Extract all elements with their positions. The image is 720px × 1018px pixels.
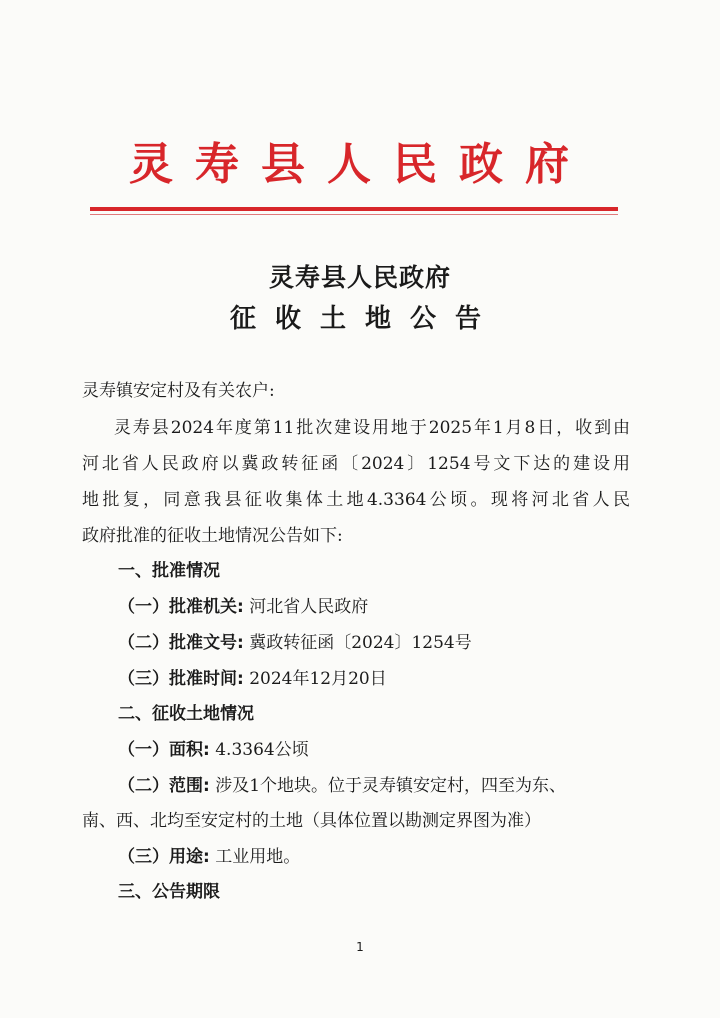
section-heading-period: 三、公告期限 [118,882,220,902]
scope-row [118,771,566,796]
section-heading-land: 二、征收土地情况 [118,704,254,724]
notice-title-line1: 灵寿县人民政府 [268,263,451,292]
intro-line-3: 地批复，同意我县征收集体土地4.3364公顷。现将河北省人民 [82,490,630,510]
intro-line-4: 政府批准的征收土地情况公告如下: [82,526,343,546]
section-heading-approval: 一、批准情况 [118,561,220,581]
area-row [118,735,309,760]
document-header-org-name: 灵寿县人民政府 [129,139,591,190]
intro-line-1: 灵寿县2024年度第11批次建设用地于2025年1月8日，收到由 [114,418,630,438]
scope-value: 涉及1个地块。位于灵寿镇安定村，四至为东、 [215,776,567,796]
approval-authority-row [118,592,368,617]
use-value: 工业用地。 [215,847,301,867]
addressee: 灵寿镇安定村及有关农户: [82,381,275,401]
approval-docno-value: 冀政转征函〔2024〕1254号 [249,633,472,653]
approval-authority-value: 河北省人民政府 [249,597,369,617]
intro-line-2: 河北省人民政府以冀政转征函〔2024〕1254号文下达的建设用 [82,454,630,474]
page-number: 1 [356,940,364,954]
red-divider-line [90,207,618,211]
approval-date-row [118,664,387,689]
notice-title-line2: 征收土地公告 [229,304,500,334]
approval-date-value: 2024年12月20日 [249,669,387,689]
approval-date-label: （三）批准时间: [118,669,244,689]
use-label: （三）用途: [118,847,210,867]
area-label: （一）面积: [118,740,210,760]
approval-docno-label: （二）批准文号: [118,633,244,653]
use-row [118,842,300,867]
scope-label: （二）范围: [118,776,210,796]
approval-authority-label: （一）批准机关: [118,597,244,617]
scope-continuation: 南、西、北均至安定村的土地（具体位置以勘测定界图为准） [82,811,541,831]
approval-docno-row [118,628,472,653]
area-value: 4.3364公顷 [215,740,309,760]
red-divider-line-thin [90,214,618,215]
